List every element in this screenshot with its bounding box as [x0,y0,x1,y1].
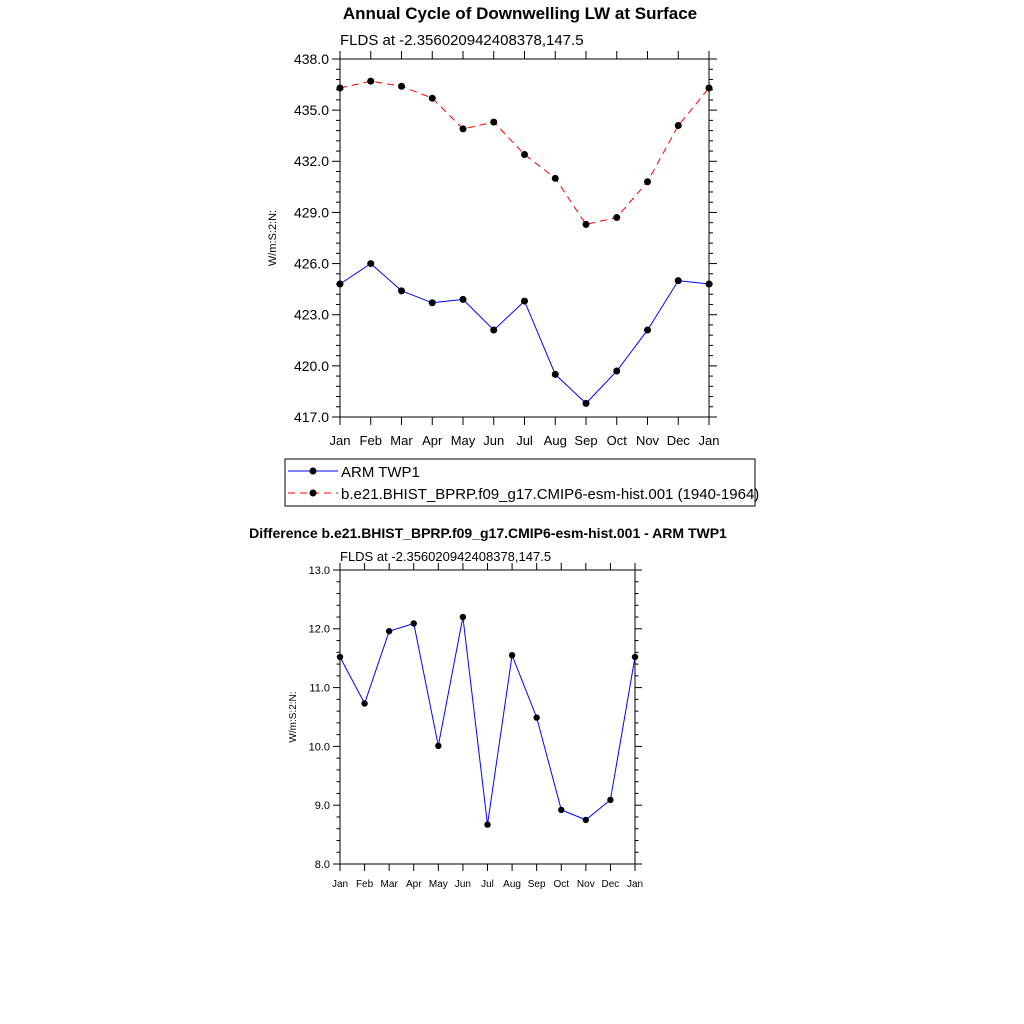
chart2-xtick-label: Jan [331,879,349,890]
chart1-ytick-label: 417.0 [293,408,329,425]
chart1-series-1-point [429,299,436,306]
chart2-series-1-point [509,652,515,658]
chart1-series-1-point [706,281,713,288]
chart1-series-1-point [337,281,344,288]
chart2-series-1-line [340,617,635,825]
chart1-series-1-point [521,298,528,305]
chart1-title: Annual Cycle of Downwelling LW at Surface [342,4,698,23]
chart2-subtitle: FLDS at -2.356020942408378,147.5 [340,549,552,564]
chart1-ytick-label: 438.0 [293,50,329,67]
legend-marker-series-2 [310,490,317,497]
chart1-series-1-point [583,400,590,407]
chart1-ytick-label: 420.0 [293,357,329,374]
chart1-series-2-point [613,214,620,221]
chart1-series-2-point [675,122,682,129]
chart2-ytick-label: 12.0 [308,623,330,636]
chart1-ytick-label: 435.0 [293,102,329,119]
chart2-xtick-label: Jul [481,879,494,890]
chart1-xtick-label: Jun [483,433,505,448]
chart1-series-1-point [490,327,497,334]
chart2-xtick-label: Oct [553,879,570,890]
chart1-series-1-point [367,260,374,267]
chart1-xtick-label: Jan [329,433,351,448]
chart2-series-1-point [632,654,638,660]
chart1-series-2-point [460,125,467,132]
chart1-series-1-point [613,367,620,374]
chart1-legend [285,459,759,506]
chart1-series-1-point [644,327,651,334]
chart1-series-2-point [583,221,590,228]
chart1-series-2-point [644,178,651,185]
chart1-series-2-point [367,78,374,85]
chart2-ylabel: W/m:S:2:N: [288,691,299,743]
chart2-xtick-label: Sep [527,879,546,890]
chart1-xtick-label: Apr [422,433,443,448]
chart2-series-1-point [460,614,466,620]
chart1-xtick-label: Sep [574,433,598,448]
chart1-ytick-label: 423.0 [293,306,329,323]
chart1-ytick-label: 426.0 [293,255,329,272]
chart1-axes [294,51,720,448]
legend-label-series-2: b.e21.BHIST_BPRP.f09_g17.CMIP6-esm-hist.001 (1940-1964) [341,486,760,503]
chart2-series-1-point [435,743,441,749]
chart2-series-1-point [411,620,417,626]
chart1-series-2-point [521,151,528,158]
chart1-xtick-label: Jan [698,433,720,448]
chart2-ytick-label: 11.0 [309,682,330,695]
chart2-series-1-point [607,797,613,803]
chart1-series-1-point [460,296,467,303]
chart1-ylabel: W/m:S:2:N: [267,209,279,267]
chart2-xtick-label: Jan [626,879,644,890]
chart2-series-1-point [583,817,589,823]
chart1-xtick-label: Nov [635,433,660,448]
chart1-series-2-point [337,84,344,91]
chart1-xtick-label: Feb [359,433,382,448]
chart2-xtick-label: Mar [380,879,398,890]
chart1-xtick-label: Mar [390,433,413,448]
chart1-series-2-point [490,119,497,126]
chart1-series-2-point [429,95,436,102]
chart2-series-1-point [484,821,490,827]
legend-marker-series-1 [310,468,317,475]
chart2-ytick-label: 9.0 [314,800,330,813]
chart2-ytick-label: 8.0 [314,858,330,871]
chart1-series-1-point [398,287,405,294]
chart2-xtick-label: Feb [355,879,374,890]
chart2-series-1-point [337,654,343,660]
chart2-series-1-point [386,628,392,634]
chart2-xtick-label: May [428,879,448,890]
chart1-series-2-point [706,84,713,91]
chart1-xtick-label: Aug [543,433,567,448]
chart2-series-1-point [361,700,367,706]
chart2-series-1-point [533,714,539,720]
chart1-series-2-point [398,83,405,90]
chart1-series-1-line [340,264,709,404]
chart1-xtick-label: Oct [606,433,627,448]
chart2-xtick-label: Nov [576,879,595,890]
chart2-ytick-label: 13.0 [308,564,330,577]
chart1-frame [340,59,709,417]
legend-label-series-1: ARM TWP1 [341,464,420,481]
chart1-series-1-point [552,371,559,378]
chart1-plot-area [337,78,713,407]
chart2-series-1-point [558,807,564,813]
chart2-xtick-label: Dec [601,879,620,890]
chart1-ytick-label: 432.0 [293,153,329,170]
chart1-xtick-label: Jul [516,433,533,448]
chart2-plot-area [337,614,638,828]
chart1-subtitle: FLDS at -2.356020942408378,147.5 [340,32,584,49]
chart2-title: Difference b.e21.BHIST_BPRP.f09_g17.CMIP6-esm-hist.001 - ARM TWP1 [249,525,727,541]
chart1-series-1-point [675,277,682,284]
chart2-xtick-label: Jun [454,879,471,890]
chart1-series-2-point [552,175,559,182]
chart2-ytick-label: 10.0 [308,741,330,754]
chart1-xtick-label: Dec [666,433,690,448]
chart1-ytick-label: 429.0 [293,204,329,221]
chart2-xtick-label: Apr [405,879,422,890]
chart1-xtick-label: May [450,433,476,448]
chart2-xtick-label: Aug [503,879,521,890]
chart2-frame [340,570,635,864]
